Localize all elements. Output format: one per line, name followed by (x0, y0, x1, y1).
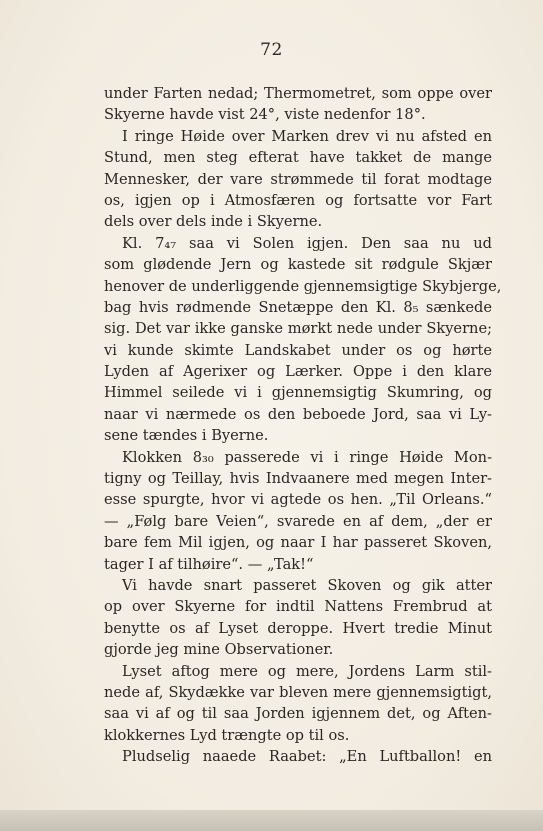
text-line: naar vi nærmede os den beboede Jord, saa vi Ly- (104, 405, 492, 423)
text-line: op over Skyerne for indtil Nattens Frembrud at (104, 598, 492, 616)
text-line: tager I af tilhøire“. — „Tak!“ (104, 555, 314, 573)
text-line: Lyset aftog mere og mere, Jordens Larm stil- (122, 662, 492, 680)
text-line: Pludselig naaede Raabet: „En Luftballon! en (122, 748, 492, 766)
text-line: klokkernes Lyd trængte op til os. (104, 726, 350, 744)
text-line: bag hvis rødmende Snetæppe den Kl. 8₅ sænkede (104, 298, 492, 316)
text-line: Skyerne havde vist 24°, viste nedenfor 18°. (104, 106, 426, 124)
text-line: Klokken 8₃₀ passerede vi i ringe Høide Mon- (122, 448, 492, 466)
text-line: I ringe Høide over Marken drev vi nu afsted en (122, 127, 492, 145)
text-line: bare fem Mil igjen, og naar I har passeret Skoven, (104, 534, 492, 552)
body-text (104, 83, 502, 768)
text-line: gjorde jeg mine Observationer. (104, 641, 334, 659)
text-line: — „Følg bare Veien“, svarede en af dem, „der er (104, 512, 492, 530)
text-line: sig. Det var ikke ganske mørkt nede under Skyerne; (104, 320, 492, 338)
text-line: saa vi af og til saa Jorden igjennem det, og Aften- (104, 705, 492, 723)
text-line: Vi havde snart passeret Skoven og gik atter (122, 576, 492, 594)
text-line: som glødende Jern og kastede sit rødgule Skjær (104, 256, 492, 274)
text-line: os, igjen op i Atmosfæren og fortsatte vor Fart (104, 191, 492, 209)
page-number: 72 (260, 40, 283, 60)
text-line: under Farten nedad; Thermometret, som oppe over (104, 85, 492, 102)
page-bottom-edge (0, 810, 543, 831)
text-line: Mennesker, der vare strømmede til forat modtage (104, 170, 492, 188)
text-line: henover de underliggende gjennemsigtige Skybjerge, (104, 277, 502, 295)
text-line: nede af, Skydække var bleven mere gjennemsigtigt, (104, 683, 492, 701)
text-line: Stund, men steg efterat have takket de mange (104, 149, 492, 167)
text-line: Kl. 7₄₇ saa vi Solen igjen. Den saa nu ud (122, 234, 492, 252)
text-line: sene tændes i Byerne. (104, 427, 269, 445)
text-line: benytte os af Lyset deroppe. Hvert tredie Minut (104, 619, 492, 637)
text-line: Lyden af Agerixer og Lærker. Oppe i den klare (104, 363, 492, 381)
text-line: dels over dels inde i Skyerne. (104, 213, 323, 231)
text-line: Himmel seilede vi i gjennemsigtig Skumring, og (104, 384, 492, 402)
text-line: tigny og Teillay, hvis Indvaanere med megen Inter- (104, 470, 492, 488)
text-line: esse spurgte, hvor vi agtede os hen. „Til Orleans.“ (104, 491, 492, 509)
text-line: vi kunde skimte Landskabet under os og hørte (104, 341, 492, 359)
